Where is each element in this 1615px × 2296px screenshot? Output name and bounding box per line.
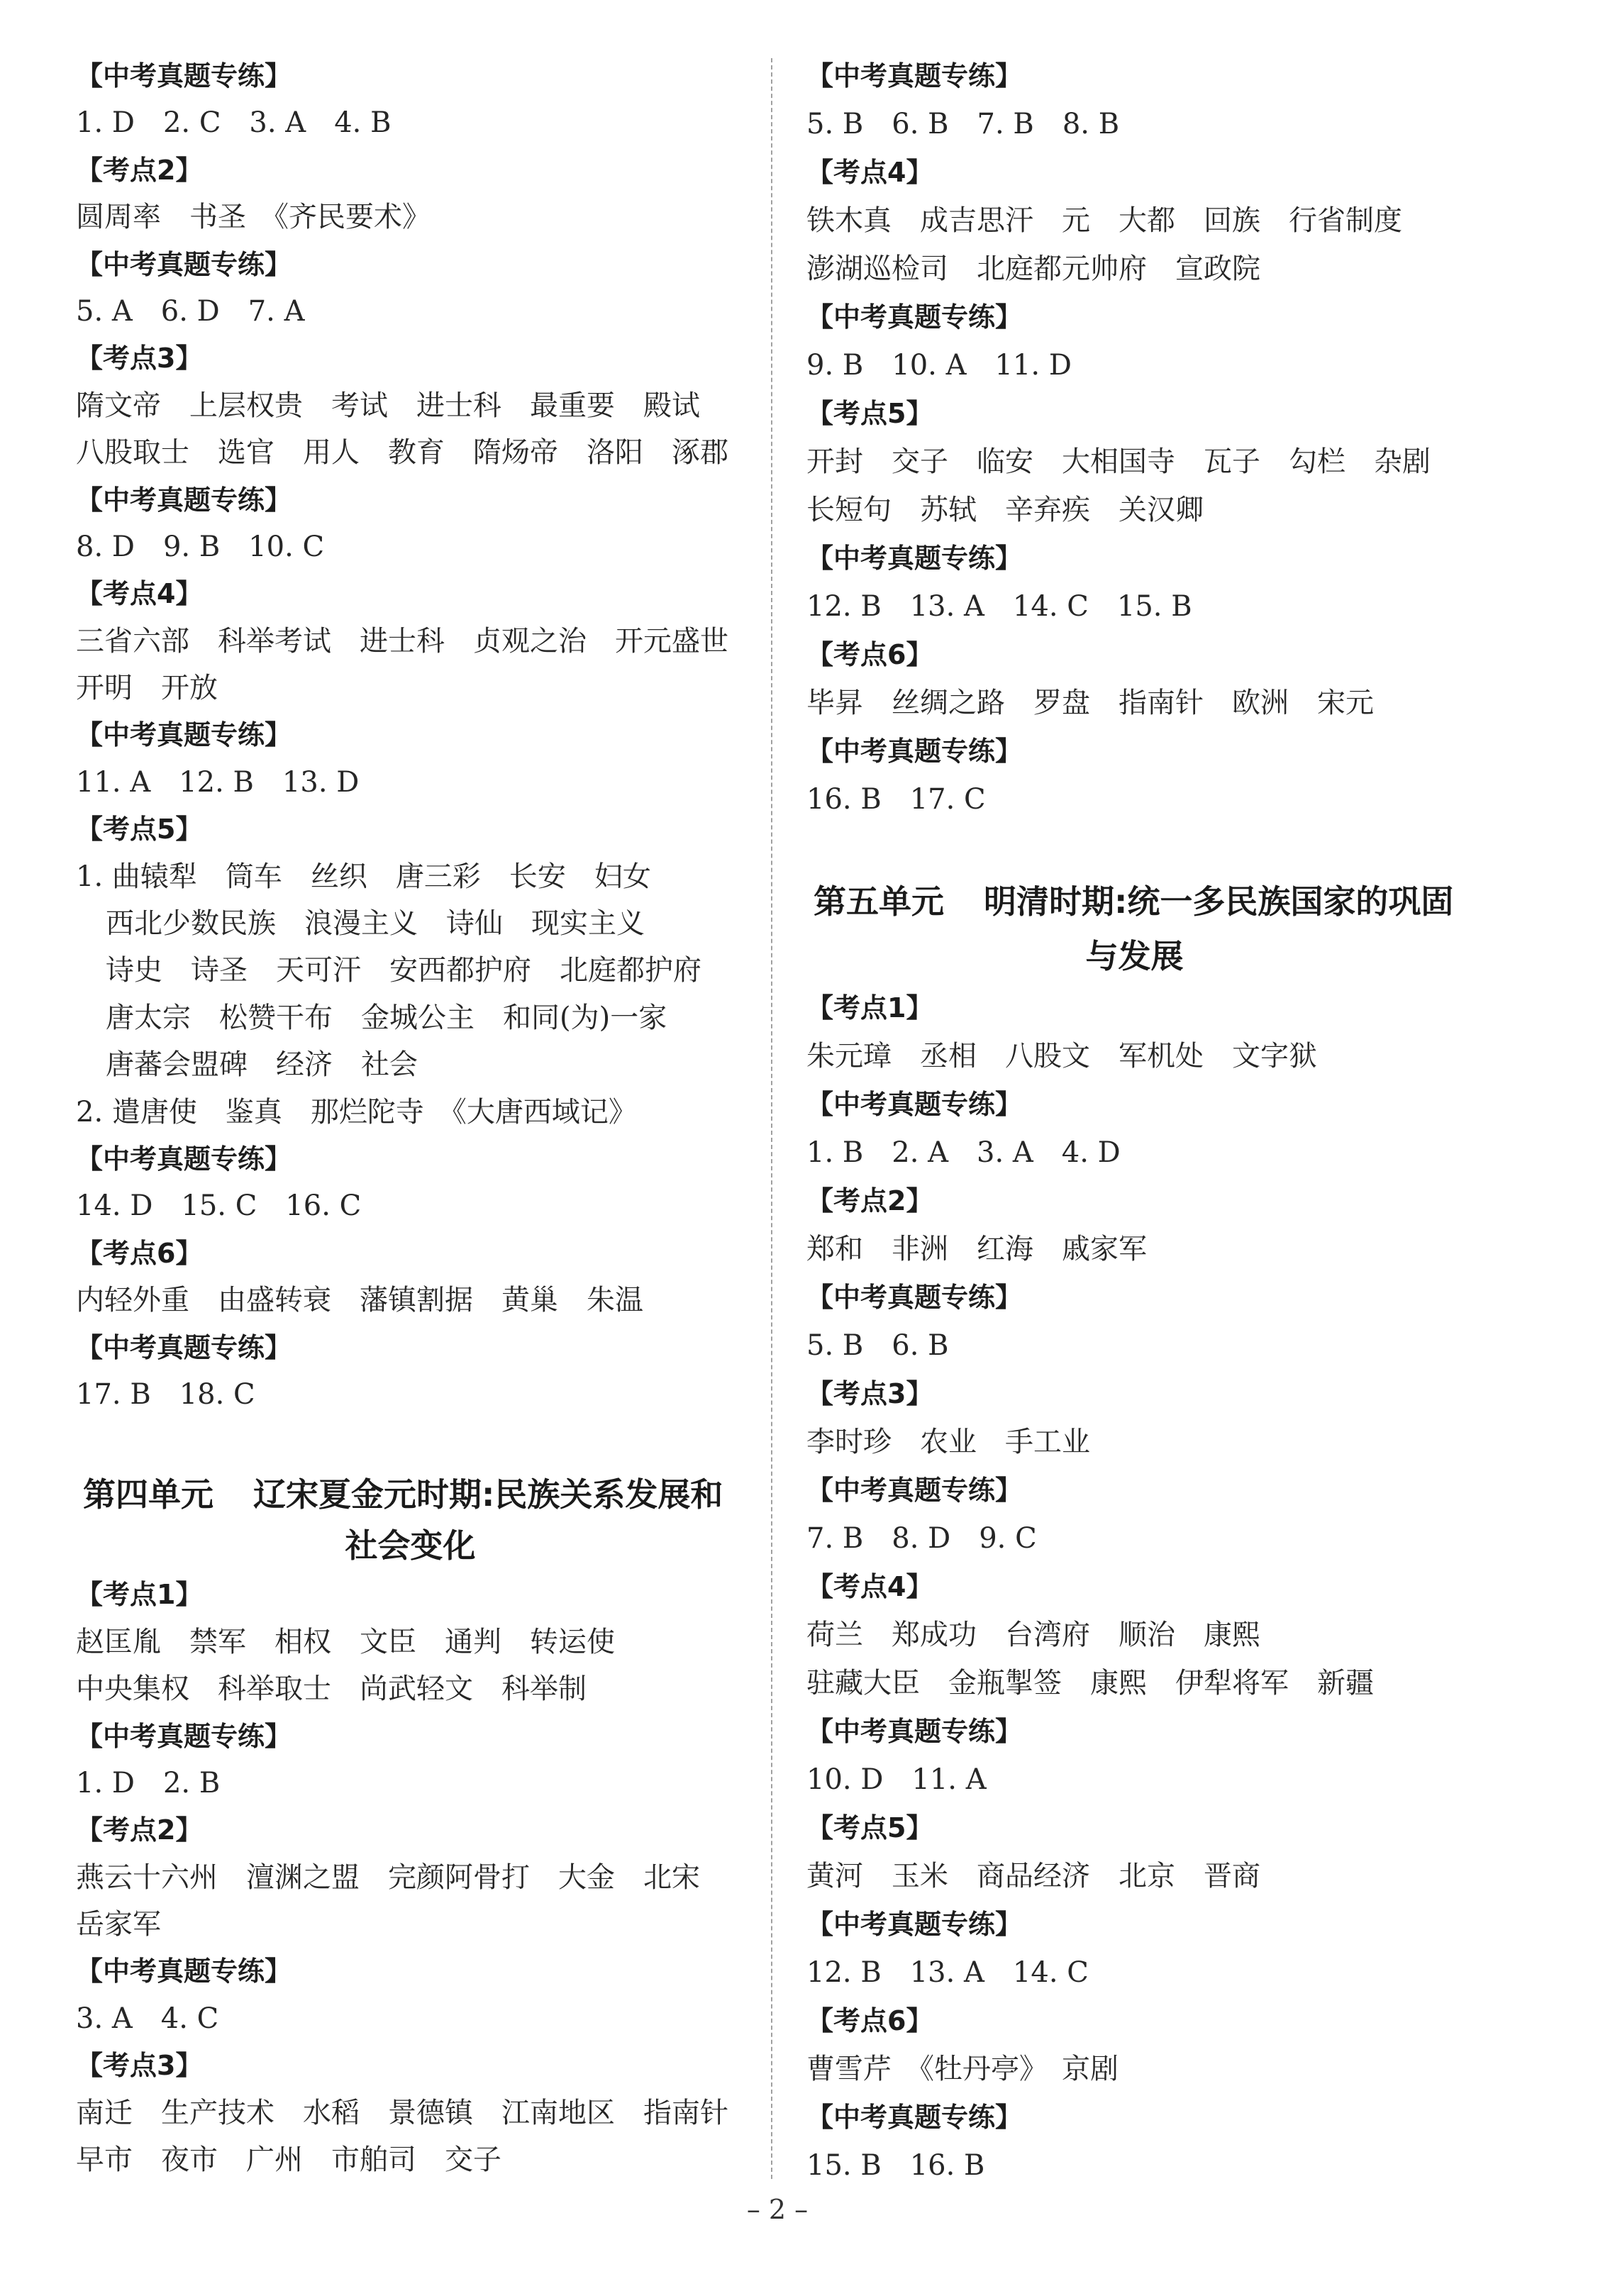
answer-line: 三省六部 科举考试 进士科 贞观之治 开元盛世	[76, 624, 728, 658]
exam-practice-block	[806, 534, 1463, 631]
exam-practice-heading: 【中考真题专练】	[806, 2102, 1023, 2133]
topic-heading: 【考点2】	[76, 154, 203, 186]
answer-line: 中央集权 科举取士 尚武轻文 科举制	[76, 1673, 587, 1706]
topic-heading: 【考点3】	[806, 1378, 933, 1409]
exam-practice-block	[806, 1900, 1463, 1997]
exam-practice-heading: 【中考真题专练】	[76, 484, 292, 516]
topic-heading: 【考点6】	[76, 1237, 203, 1269]
answer-line: 开明 开放	[76, 672, 218, 705]
exam-practice-heading: 【中考真题专练】	[806, 60, 1023, 91]
answer-line: 长短句 苏轼 辛弃疾 关汉卿	[806, 494, 1204, 526]
answer-line: 12. B 13. A 14. C	[806, 1956, 1089, 1989]
answer-line: 曹雪芹 《牡丹亭》 京剧	[806, 2053, 1119, 2085]
answer-line: 12. B 13. A 14. C 15. B	[806, 590, 1192, 623]
topic-heading: 【考点5】	[76, 814, 203, 845]
topic-block	[76, 147, 745, 241]
topic-heading: 【考点2】	[76, 1814, 203, 1846]
topic-block	[76, 335, 745, 476]
answer-line: 7. B 8. D 9. C	[806, 1522, 1037, 1555]
answer-line: 圆周率 书圣 《齐民要术》	[76, 201, 431, 234]
answer-line: 11. A 12. B 13. D	[76, 765, 360, 799]
exam-practice-heading: 【中考真题专练】	[806, 1716, 1023, 1747]
answer-line: 17. B 18. C	[76, 1377, 255, 1411]
topic-block	[806, 1370, 1463, 1466]
exam-practice-block	[806, 1080, 1463, 1177]
answer-line: 16. B 17. C	[806, 783, 986, 816]
topic-heading: 【考点3】	[76, 2050, 203, 2082]
answer-line: 3. A 4. C	[76, 2002, 219, 2035]
exam-practice-block	[76, 52, 745, 147]
answer-line: 2. 遣唐使 鉴真 那烂陀寺 《大唐西域记》	[76, 1095, 637, 1128]
answer-line: 荷兰 郑成功 台湾府 顺治 康熙	[806, 1619, 1260, 1651]
answer-line: 李时珍 农业 手工业	[806, 1426, 1090, 1458]
unit-title	[76, 1469, 745, 1571]
exam-practice-heading: 【中考真题专练】	[76, 248, 292, 280]
column-divider	[771, 58, 772, 2179]
answer-line: 毕昇 丝绸之路 罗盘 指南针 欧洲 宋元	[806, 687, 1374, 719]
exam-practice-block	[76, 1713, 745, 1807]
topic-block	[806, 1177, 1463, 1273]
exam-practice-block	[806, 727, 1463, 823]
answer-line: 隋文帝 上层权贵 考试 进士科 最重要 殿试	[76, 389, 700, 422]
exam-practice-heading: 【中考真题专练】	[806, 543, 1023, 574]
exam-practice-heading: 【中考真题专练】	[806, 301, 1023, 333]
answer-line: 1. D 2. B	[76, 1766, 221, 1799]
topic-block	[76, 570, 745, 711]
answer-line: 早市 夜市 广州 市舶司 交子	[76, 2144, 501, 2177]
answer-line: 黄河 玉米 商品经济 北京 晋商	[806, 1860, 1260, 1892]
answer-line: 铁木真 成吉思汗 元 大都 回族 行省制度	[806, 204, 1402, 237]
unit-title-line	[76, 1469, 745, 1520]
answer-line: 燕云十六州 澶渊之盟 完颜阿骨打 大金 北宋	[76, 1860, 700, 1894]
topic-block	[806, 631, 1463, 727]
topic-block	[76, 2042, 745, 2183]
topic-block	[806, 389, 1463, 534]
answer-line: 八股取士 选官 用人 教育 隋炀帝 洛阳 涿郡	[76, 436, 728, 470]
exam-practice-heading: 【中考真题专练】	[76, 60, 292, 91]
page-number: – 2 –	[746, 2194, 809, 2225]
exam-practice-heading: 【中考真题专练】	[806, 1909, 1023, 1940]
exam-practice-heading: 【中考真题专练】	[76, 1956, 292, 1987]
unit-label: 第五单元	[814, 882, 944, 921]
exam-practice-heading: 【中考真题专练】	[76, 719, 292, 751]
topic-block	[806, 1997, 1463, 2093]
exam-practice-block	[76, 711, 745, 806]
topic-heading: 【考点1】	[76, 1579, 203, 1611]
topic-block	[76, 1807, 745, 1948]
topic-heading: 【考点6】	[806, 639, 933, 670]
exam-practice-heading: 【中考真题专练】	[806, 1089, 1023, 1120]
exam-practice-block	[806, 1466, 1463, 1563]
answer-line: 14. D 15. C 16. C	[76, 1189, 362, 1223]
answer-line: 郑和 非洲 红海 戚家军	[806, 1233, 1147, 1265]
answer-line: 唐太宗 松赞干布 金城公主 和同(为)一家	[106, 1001, 667, 1034]
answer-line: 岳家军	[76, 1908, 161, 1941]
exam-practice-block	[806, 293, 1463, 389]
unit-title-continuation: 与发展	[1085, 937, 1184, 975]
topic-block	[806, 984, 1463, 1080]
topic-heading: 【考点5】	[806, 398, 933, 429]
topic-heading: 【考点6】	[806, 2005, 933, 2036]
answer-line: 澎湖巡检司 北庭都元帅府 宣政院	[806, 253, 1260, 285]
topic-heading: 【考点4】	[806, 1571, 933, 1602]
left-column	[76, 52, 745, 2183]
answer-line: 5. A 6. D 7. A	[76, 294, 305, 328]
answer-line: 内轻外重 由盛转衰 藩镇割据 黄巢 朱温	[76, 1284, 643, 1317]
answer-line: 1. 曲辕犁 筒车 丝织 唐三彩 长安 妇女	[76, 860, 651, 893]
topic-heading: 【考点4】	[76, 578, 203, 610]
unit-title-text: 明清时期:统一多民族国家的巩固	[984, 882, 1454, 921]
answer-line: 唐蕃会盟碑 经济 社会	[106, 1048, 418, 1082]
topic-block	[806, 1563, 1463, 1707]
exam-practice-heading: 【中考真题专练】	[806, 1282, 1023, 1313]
topic-heading: 【考点3】	[76, 343, 203, 375]
exam-practice-heading: 【中考真题专练】	[76, 1720, 292, 1752]
exam-practice-block	[806, 2093, 1463, 2190]
exam-practice-heading: 【中考真题专练】	[806, 736, 1023, 767]
exam-practice-heading: 【中考真题专练】	[806, 1475, 1023, 1506]
answer-line: 8. D 9. B 10. C	[76, 530, 325, 563]
answer-line: 赵匡胤 禁军 相权 文臣 通判 转运使	[76, 1625, 615, 1658]
answer-line: 1. D 2. C 3. A 4. B	[76, 106, 392, 140]
topic-heading: 【考点1】	[806, 992, 933, 1024]
answer-line: 15. B 16. B	[806, 2149, 985, 2182]
exam-practice-block	[76, 477, 745, 571]
topic-heading: 【考点5】	[806, 1812, 933, 1843]
exam-practice-block	[76, 241, 745, 335]
answer-line: 5. B 6. B 7. B 8. B	[806, 108, 1120, 140]
topic-block	[76, 1571, 745, 1712]
unit-label: 第四单元	[83, 1475, 213, 1514]
exam-practice-block	[806, 52, 1463, 148]
answer-line: 诗史 诗圣 天可汗 安西都护府 北庭都护府	[106, 954, 701, 987]
answer-line: 5. B 6. B	[806, 1329, 949, 1362]
answer-line: 朱元璋 丞相 八股文 军机处 文字狱	[806, 1040, 1317, 1072]
answer-line: 驻藏大臣 金瓶掣签 康熙 伊犁将军 新疆	[806, 1667, 1374, 1699]
topic-heading: 【考点2】	[806, 1185, 933, 1216]
topic-block	[806, 1804, 1463, 1900]
answer-line: 南迁 生产技术 水稻 景德镇 江南地区 指南针	[76, 2096, 728, 2129]
answer-line: 1. B 2. A 3. A 4. D	[806, 1136, 1121, 1169]
answer-line: 10. D 11. A	[806, 1763, 987, 1796]
exam-practice-heading: 【中考真题专练】	[76, 1331, 292, 1363]
unit-title	[806, 875, 1463, 984]
exam-practice-block	[806, 1273, 1463, 1370]
unit-title-line	[806, 875, 1463, 929]
exam-practice-block	[76, 1136, 745, 1230]
answer-line: 9. B 10. A 11. D	[806, 349, 1072, 382]
topic-heading: 【考点4】	[806, 157, 933, 188]
topic-block	[76, 1230, 745, 1324]
topic-block	[806, 148, 1463, 293]
unit-title-continuation: 社会变化	[345, 1526, 476, 1565]
exam-practice-block	[76, 1324, 745, 1419]
answer-line: 西北少数民族 浪漫主义 诗仙 现实主义	[106, 907, 645, 941]
exam-practice-block	[806, 1707, 1463, 1804]
exam-practice-heading: 【中考真题专练】	[76, 1143, 292, 1175]
exam-practice-block	[76, 1948, 745, 2042]
answer-line: 开封 交子 临安 大相国寺 瓦子 勾栏 杂剧	[806, 445, 1431, 478]
right-column	[806, 52, 1463, 2190]
topic-block	[76, 806, 745, 1136]
unit-title-text: 辽宋夏金元时期:民族关系发展和	[253, 1475, 723, 1514]
